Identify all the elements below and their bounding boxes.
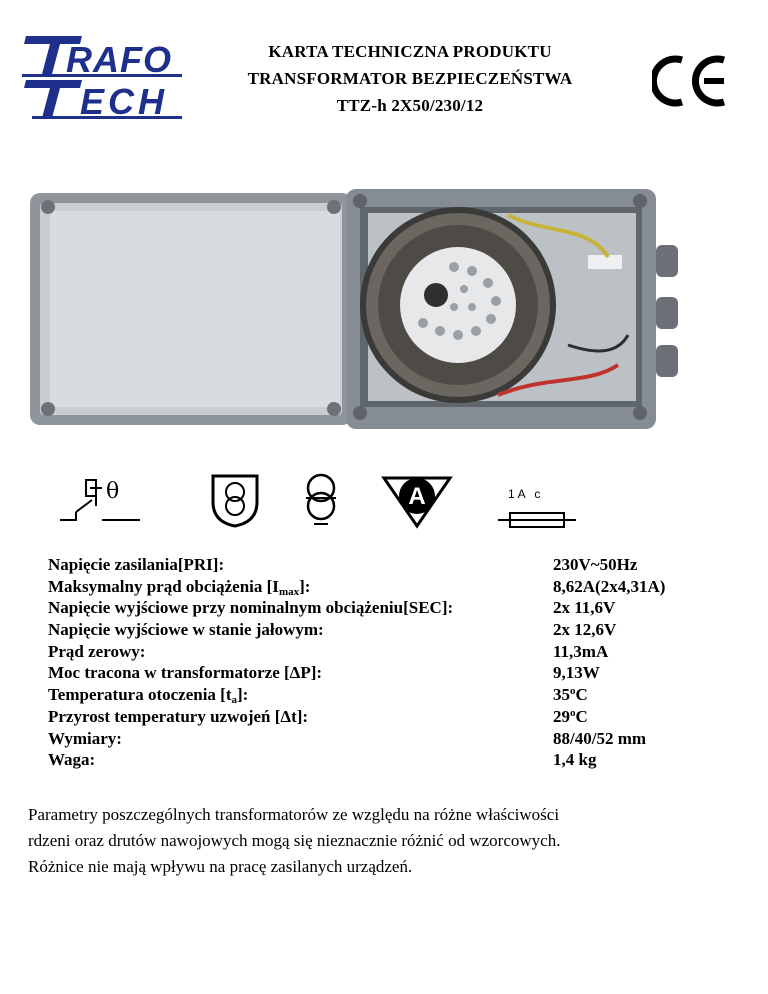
- spec-label: Przyrost temperatury uzwojeń [Δt]:: [48, 706, 309, 726]
- spec-value: 2x 11,6V: [553, 598, 616, 618]
- spec-row: [48, 684, 728, 706]
- header-title: KARTA TECHNICZNA PRODUKTU: [268, 42, 552, 61]
- safety-transformer-icon: [296, 472, 346, 530]
- spec-row: [48, 641, 728, 663]
- spec-label: Prąd zerowy:: [48, 641, 146, 661]
- fuse-rating-label: 1A c: [508, 487, 544, 501]
- spec-row: [48, 728, 728, 750]
- note-line: Różnice nie mają wpływu na pracę zasilanych urządzeń.: [28, 857, 413, 876]
- thermal-protection-icon: [56, 474, 144, 526]
- spec-row: [48, 662, 728, 684]
- spec-label: Waga:: [48, 750, 96, 770]
- logo-text-top: RAFO: [66, 39, 172, 80]
- ce-mark-icon: [652, 52, 738, 108]
- approval-a-mark-icon: [380, 474, 454, 530]
- spec-row: [48, 706, 728, 728]
- spec-value: 8,62A(2x4,31A): [553, 576, 666, 596]
- disclaimer-note: [28, 802, 748, 880]
- spec-label: Wymiary:: [48, 728, 122, 748]
- product-photo: [28, 185, 683, 430]
- spec-value: 230V~50Hz: [553, 555, 638, 574]
- specifications-table: [48, 554, 728, 771]
- spec-value: 2x 12,6V: [553, 620, 617, 640]
- header-model: TTZ-h 2X50/230/12: [336, 96, 484, 115]
- spec-label: Napięcie wyjściowe w stanie jałowym:: [48, 620, 324, 640]
- spec-value: 88/40/52 mm: [553, 728, 647, 748]
- short-circuit-proof-transformer-icon: [207, 472, 263, 528]
- spec-value: 9,13W: [553, 663, 600, 683]
- header-subtitle: TRANSFORMATOR BEZPIECZEŃSTWA: [247, 69, 573, 88]
- spec-label: Napięcie wyjściowe przy nominalnym obciążeniu[SEC]:: [48, 598, 454, 618]
- fuse-icon: [498, 510, 576, 530]
- svg-text:A: A: [408, 483, 426, 510]
- trafotech-logo: [22, 30, 184, 122]
- spec-label: Napięcie zasilania[PRI]:: [48, 555, 225, 574]
- spec-row: [48, 597, 728, 619]
- spec-row: [48, 554, 728, 576]
- spec-row: [48, 749, 728, 771]
- spec-label: Moc tracona w transformatorze [ΔP]:: [48, 663, 323, 683]
- document-header: [200, 38, 620, 119]
- spec-label: Temperatura otoczenia $[t_a]$:: [48, 685, 249, 707]
- spec-value: 1,4 kg: [553, 750, 597, 770]
- note-line: Parametry poszczególnych transformatorów ze względu na różne właściwości: [28, 805, 560, 824]
- spec-value: 29$^o$C: [553, 706, 588, 726]
- spec-value: 11,3mA: [553, 641, 609, 661]
- spec-label: Maksymalny prąd obciążenia $[I_{max}]$:: [48, 576, 311, 598]
- logo-text-bottom: ECH: [80, 81, 169, 122]
- spec-value: 35$^o$C: [553, 685, 588, 705]
- svg-text:θ: θ: [106, 479, 120, 504]
- spec-row: [48, 576, 728, 598]
- note-line: rdzeni oraz drutów nawojowych mogą się nieznacznie różnić od wzorcowych.: [28, 831, 561, 850]
- spec-row: [48, 619, 728, 641]
